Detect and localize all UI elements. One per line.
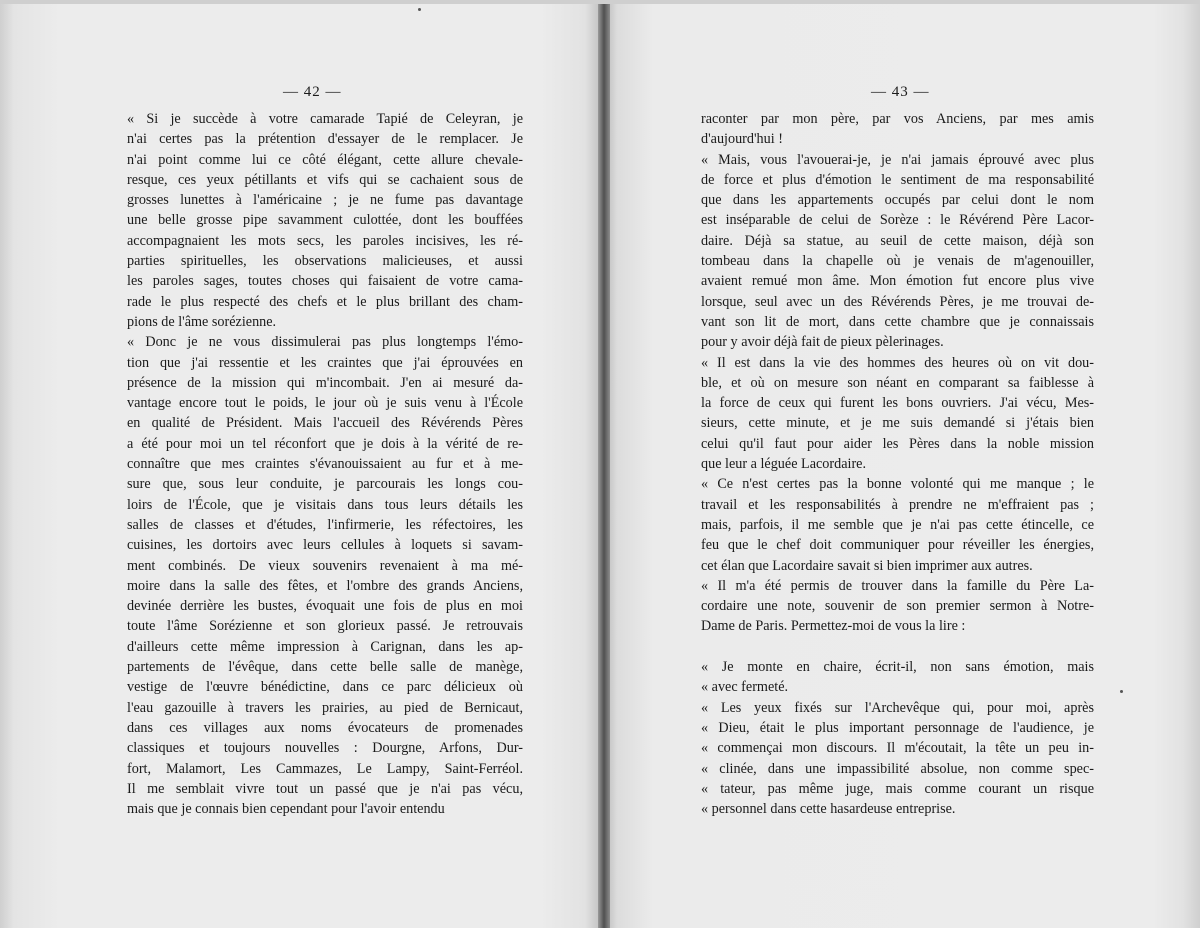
text-line: toute l'âme Sorézienne et son glorieux passé. Je retrouvais bbox=[127, 618, 523, 635]
text-line: salles de classes et d'études, l'infirmerie, les réfectoires, les bbox=[127, 516, 523, 533]
text-line: devinée derrière les bustes, évoquait une fois de plus en moi bbox=[127, 598, 523, 615]
text-line: classiques et toujours nouvelles : Dourgne, Arfons, Dur- bbox=[127, 740, 523, 757]
page-number: — 42 — bbox=[283, 84, 342, 100]
text-line: Il me semblait vivre tout un passé que je n'ai pas vécu, bbox=[127, 780, 523, 797]
text-line: est inséparable de celui de Sorèze : le Révérend Père Lacor- bbox=[701, 212, 1094, 229]
page-number: — 43 — bbox=[871, 84, 930, 100]
text-line: feu que le chef doit communiquer pour réveiller les énergies, bbox=[701, 537, 1094, 554]
text-line: « Ce n'est certes pas la bonne volonté qui me manque ; le bbox=[701, 476, 1094, 493]
text-line: en qualité de Président. Mais l'accueil des Révérends Pères bbox=[127, 415, 523, 432]
text-line: « Je monte en chaire, écrit-il, non sans émotion, mais bbox=[701, 659, 1094, 676]
text-line: moire dans la salle des fêtes, et l'ombre des grands Anciens, bbox=[127, 577, 523, 594]
text-line: ment combinés. De vieux souvenirs revenaient à ma mé- bbox=[127, 557, 523, 574]
text-line: sure que, sous leur conduite, je parcourais les longs cou- bbox=[127, 476, 523, 493]
text-line: sieurs, cette minute, et je me suis demandé si j'étais bien bbox=[701, 415, 1094, 432]
text-line: « avec fermeté. bbox=[701, 679, 789, 696]
text-line: n'ai certes pas la prétention d'essayer de le remplacer. Je bbox=[127, 131, 523, 148]
text-line: cet élan que Lacordaire savait si bien imprimer aux autres. bbox=[701, 557, 1033, 574]
text-line: mais que je connais bien cependant pour l'avoir entendu bbox=[127, 801, 445, 818]
text-line: que dans les appartements occupés par celui dont le nom bbox=[701, 192, 1094, 209]
text-line: partements de l'évêque, dans cette belle salle de manège, bbox=[127, 659, 523, 676]
text-line: cuisines, les dortoirs avec leurs cellules à loquets si savam- bbox=[127, 537, 523, 554]
paper-speck bbox=[418, 8, 421, 11]
text-line: rade le plus respecté des chefs et le plus brillant des cham- bbox=[127, 293, 523, 310]
text-line: parties spirituelles, les observations malicieuses, et aussi bbox=[127, 253, 523, 270]
text-line: d'ailleurs cette même impression à Carignan, dans les ap- bbox=[127, 638, 523, 655]
text-line: cordaire une note, souvenir de son premier sermon à Notre- bbox=[701, 598, 1094, 615]
text-line: de force et plus d'émotion le sentiment de ma responsabilité bbox=[701, 171, 1094, 188]
text-line: Dame de Paris. Permettez-moi de vous la lire : bbox=[701, 618, 966, 635]
text-line: raconter par mon père, par vos Anciens, par mes amis bbox=[701, 111, 1094, 127]
text-line: « tateur, pas même juge, mais comme courant un risque bbox=[701, 780, 1094, 797]
text-line: celui qu'il faut pour aider les Pères dans la noble mission bbox=[701, 435, 1094, 452]
text-line: « Si je succède à votre camarade Tapié de Celeyran, je bbox=[127, 111, 523, 127]
text-line: accompagnaient les mots secs, les paroles incisives, les ré- bbox=[127, 232, 523, 249]
text-line: « Les yeux fixés sur l'Archevêque qui, pour moi, après bbox=[701, 699, 1094, 716]
text-line: « commençai mon discours. Il m'écoutait, la tête un peu in- bbox=[701, 740, 1094, 757]
text-line: lorsque, seul avec un des Révérends Pères, je me trouvai de- bbox=[701, 293, 1094, 310]
text-line: n'ai point comme lui ce côté élégant, cette allure chevale- bbox=[127, 151, 523, 168]
text-line: fort, Malamort, Les Cammazes, Le Lampy, Saint-Ferréol. bbox=[127, 760, 523, 777]
text-line: dans ces villages aux noms évocateurs de promenades bbox=[127, 719, 523, 736]
text-line: vestige de l'œuvre bénédictine, dans ce parc délicieux où bbox=[127, 679, 523, 696]
text-line: ble, et où on mesure son néant en comparant sa faiblesse à bbox=[701, 374, 1094, 391]
text-line: connaître que mes craintes s'évanouissaient au fur et à me- bbox=[127, 456, 523, 473]
text-line: « Il est dans la vie des hommes des heures où on vit dou- bbox=[701, 354, 1094, 371]
text-line: présence de la mission qui m'incombait. J'en ai mesuré da- bbox=[127, 374, 523, 391]
text-line: que leur a léguée Lacordaire. bbox=[701, 456, 867, 473]
text-line: « Il m'a été permis de trouver dans la famille du Père La- bbox=[701, 577, 1094, 594]
page-text bbox=[127, 109, 523, 819]
text-line: a été pour moi un tel réconfort que je dois à la vérité de re- bbox=[127, 435, 523, 452]
right-page bbox=[603, 0, 1200, 928]
text-line: « clinée, dans une impassibilité absolue, non comme spec- bbox=[701, 760, 1094, 777]
text-line: travail et les responsabilités à prendre ne m'effraient pas ; bbox=[701, 496, 1094, 513]
text-line: avaient remué mon âme. Mon émotion fut encore plus vive bbox=[701, 273, 1094, 290]
text-line: « Dieu, était le plus important personnage de l'audience, je bbox=[701, 719, 1094, 736]
text-line: tombeau dans la chapelle où je venais de m'agenouiller, bbox=[701, 253, 1094, 270]
page-text bbox=[701, 109, 1094, 819]
text-line: pour y avoir déjà fait de pieux pèlerinages. bbox=[701, 334, 944, 351]
text-line: « Mais, vous l'avouerai-je, je n'ai jamais éprouvé avec plus bbox=[701, 151, 1094, 168]
text-line: d'aujourd'hui ! bbox=[701, 131, 783, 148]
text-line: une belle grosse pipe savamment culottée, dont les bouffées bbox=[127, 212, 523, 229]
text-line: daire. Déjà sa statue, au seuil de cette maison, déjà son bbox=[701, 232, 1094, 249]
text-line bbox=[701, 637, 1094, 657]
text-line: « Donc je ne vous dissimulerai pas plus longtemps l'émo- bbox=[127, 334, 523, 351]
text-line: resque, ces yeux pétillants et vifs qui se cachaient sous de bbox=[127, 171, 523, 188]
paper-speck bbox=[1120, 690, 1123, 693]
text-line: mais, parfois, il me semble que je n'ai pas cette étincelle, ce bbox=[701, 516, 1094, 533]
text-line: « personnel dans cette hasardeuse entreprise. bbox=[701, 801, 956, 818]
text-line: vantage encore tout le poids, le jour où je suis venu à l'École bbox=[127, 395, 523, 412]
text-line: loirs de l'École, que je visitais dans tous leurs détails les bbox=[127, 496, 523, 513]
text-line: les paroles sages, toutes choses qui faisaient de votre cama- bbox=[127, 273, 523, 290]
book-gutter bbox=[598, 0, 610, 928]
text-line: pions de l'âme sorézienne. bbox=[127, 313, 277, 330]
text-line: tion que j'ai ressentie et les craintes que j'ai éprouvées en bbox=[127, 354, 523, 371]
text-line: l'eau gazouille à travers les prairies, au pied de Bernicaut, bbox=[127, 699, 523, 716]
text-line: la force de ceux qui furent les bons ouvriers. J'ai vécu, Mes- bbox=[701, 395, 1094, 412]
text-line: grosses lunettes à l'américaine ; je ne fume pas davantage bbox=[127, 192, 523, 209]
page-edge bbox=[0, 0, 1200, 4]
text-line: vant son lit de mort, dans cette chambre que je connaissais bbox=[701, 313, 1094, 330]
